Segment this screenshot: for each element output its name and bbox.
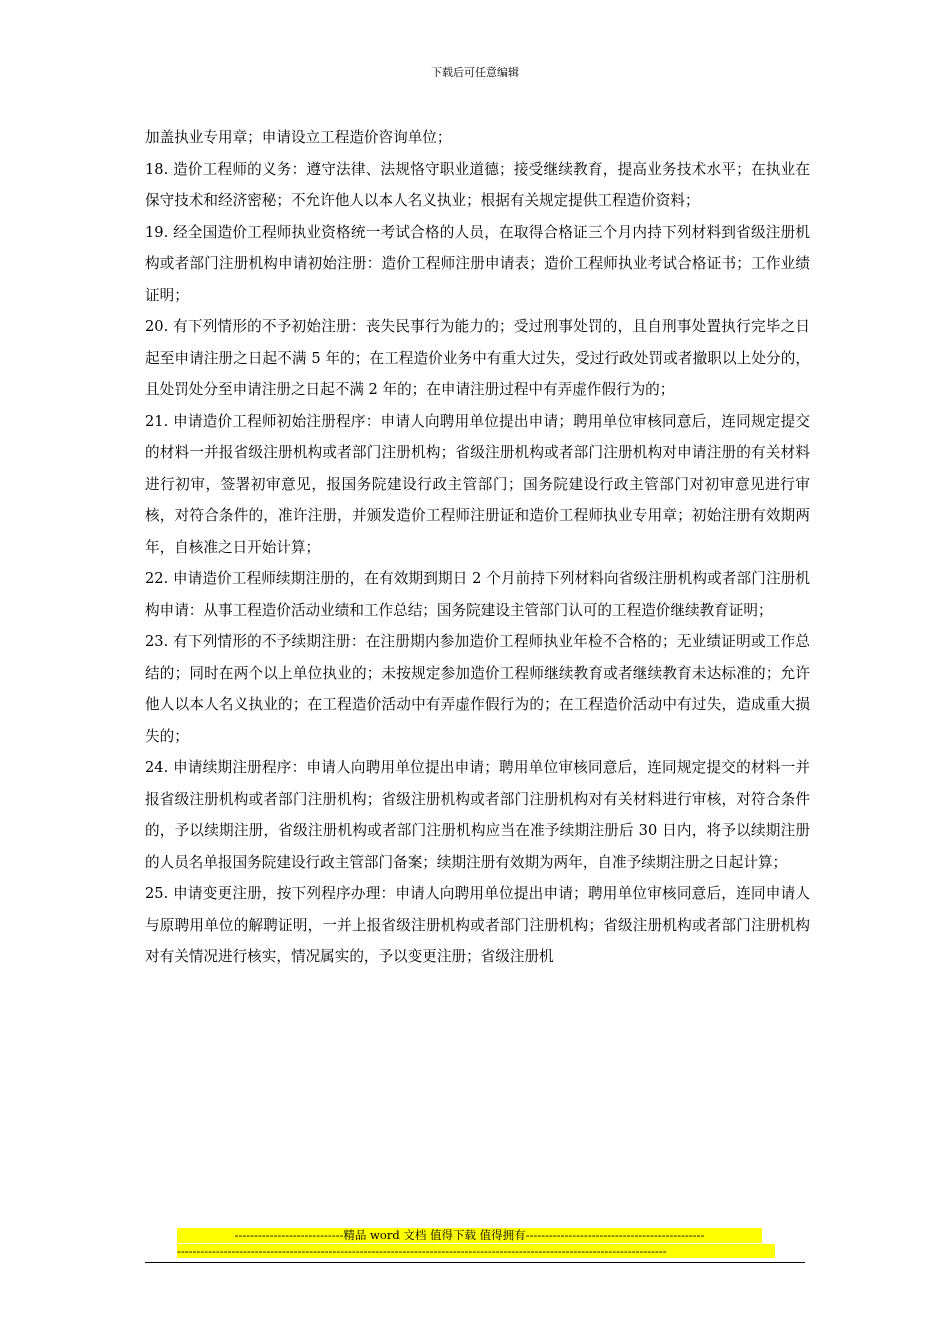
paragraph: 21. 申请造价工程师初始注册程序：申请人向聘用单位提出申请；聘用单位审核同意后，连同规定提交的材料一并报省级注册机构或者部门注册机构；省级注册机构或者部门注册机构对申请注册的有关材料进行初审，签署初审意见，报国务院建设行政主管部门；国务院建设行政主管部门对初审意见进行审核，对符合条件的，准许注册，并颁发造价工程师注册证和造价工程师执业专用章；初始注册有效期两年，自核准之日开始计算；	[145, 412, 810, 556]
footer-dash-line: ------------------------------------------------------------------------------------------------------------------------------	[177, 1244, 775, 1258]
paragraph: 19. 经全国造价工程师执业资格统一考试合格的人员，在取得合格证三个月内持下列材料到省级注册机构或者部门注册机构申请初始注册：造价工程师注册申请表；造价工程师执业考试合格证书；工作业绩证明；	[145, 223, 810, 304]
paragraph: 20. 有下列情形的不予初始注册：丧失民事行为能力的；受过刑事处罚的，且自刑事处置执行完毕之日起至申请注册之日起不满 5 年的；在工程造价业务中有重大过失，受过行政处罚或者撤职以上处分的，且处罚处分至申请注册之日起不满 2 年的；在申请注册过程中有弄虚作假行为的；	[145, 318, 810, 398]
footer-divider	[145, 1262, 805, 1263]
document-body	[145, 122, 810, 973]
paragraph: 18. 造价工程师的义务：遵守法律、法规恪守职业道德；接受继续教育，提高业务技术水平；在执业在保守技术和经济密秘；不允许他人以本人名义执业；根据有关规定提供工程造价资料；	[145, 160, 810, 209]
paragraph: 25. 申请变更注册，按下列程序办理：申请人向聘用单位提出申请；聘用单位审核同意后，连同申请人与原聘用单位的解聘证明，一并上报省级注册机构或者部门注册机构；省级注册机构或者部门注册机构对有关情况进行核实，情况属实的，予以变更注册；省级注册机	[145, 885, 810, 965]
page-header: 下载后可任意编辑	[431, 66, 519, 79]
paragraph: 24. 申请续期注册程序：申请人向聘用单位提出申请；聘用单位审核同意后，连同规定提交的材料一并报省级注册机构或者部门注册机构；省级注册机构或者部门注册机构对有关材料进行审核，对符合条件的，予以续期注册，省级注册机构或者部门注册机构应当在准予续期注册后 30 日内，将予以续期注册的人员名单报国务院建设行政主管部门备案；续期注册有效期为两年，自准予续期注册之日起计算；	[145, 759, 810, 871]
footer-banner: ----------------------------精品 word 文档 值得下载 值得拥有----------------------------------------------	[177, 1228, 762, 1243]
paragraph: 加盖执业专用章；申请设立工程造价咨询单位；	[145, 129, 452, 146]
paragraph: 22. 申请造价工程师续期注册的，在有效期到期日 2 个月前持下列材料向省级注册机构或者部门注册机构申请：从事工程造价活动业绩和工作总结；国务院建设主管部门认可的工程造价继续教育证明；	[145, 570, 810, 619]
paragraph: 23. 有下列情形的不予续期注册：在注册期内参加造价工程师执业年检不合格的；无业绩证明或工作总结的；同时在两个以上单位执业的；未按规定参加造价工程师继续教育或者继续教育未达标准的；允许他人以本人名义执业的；在工程造价活动中有弄虚作假行为的；在工程造价活动中有过失，造成重大损失的；	[145, 633, 810, 745]
